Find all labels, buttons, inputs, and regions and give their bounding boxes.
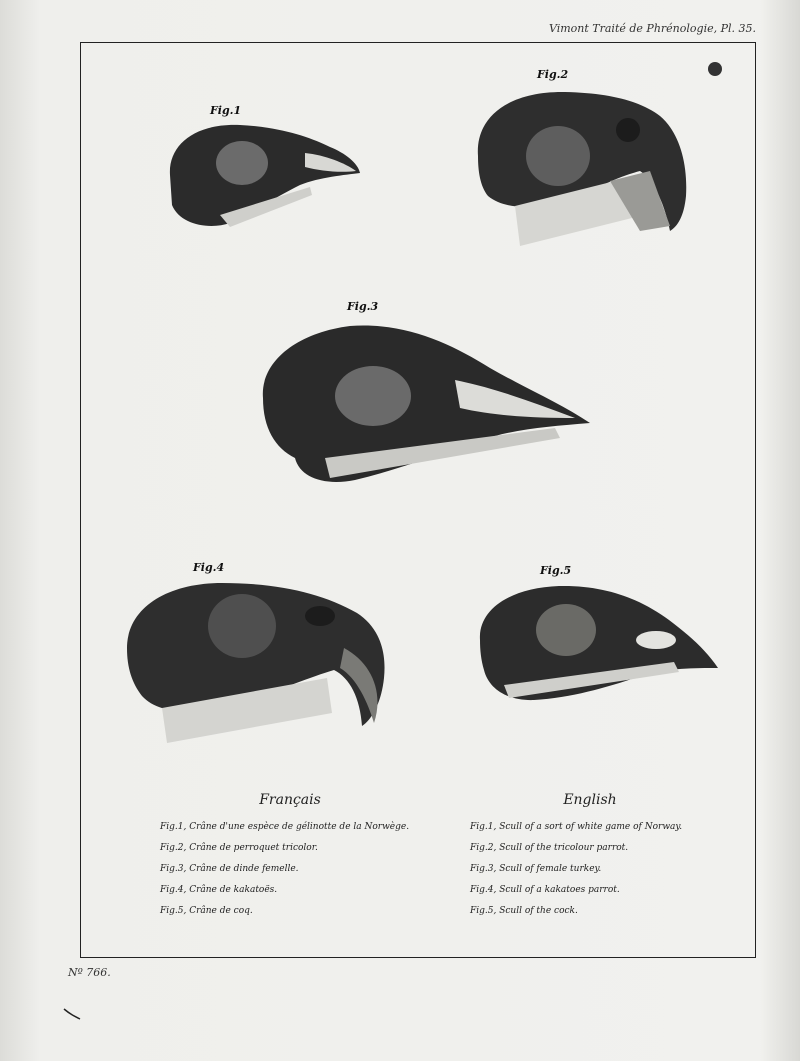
english-caption-fig-1: Fig.1, Scull of a sort of white game of Norway. — [470, 822, 683, 832]
english-heading: English — [563, 792, 617, 808]
fig-2-label: Fig.2 — [537, 68, 569, 81]
english-caption-fig-3: Fig.3, Scull of female turkey. — [470, 864, 602, 874]
french-captions — [160, 792, 420, 927]
english-caption-fig-5: Fig.5, Scull of the cock. — [470, 906, 578, 916]
fig-4-skull-illustration — [122, 578, 394, 750]
english-caption-fig-2: Fig.2, Scull of the tricolour parrot. — [470, 843, 629, 853]
fig-2-skull-illustration — [470, 86, 695, 256]
fig-5-label: Fig.5 — [540, 564, 572, 577]
french-caption-fig-4: Fig.4, Crâne de kakatoës. — [160, 885, 278, 895]
fig-5-skull-illustration — [474, 580, 722, 706]
fig-3-skull-illustration — [255, 318, 595, 490]
plate-number: Nº 766. — [68, 966, 111, 979]
english-captions — [470, 792, 710, 927]
french-caption-fig-1: Fig.1, Crâne d'une espèce de gélinotte de la Norwège. — [160, 822, 410, 832]
french-heading: Français — [259, 792, 321, 808]
fig-1-skull-illustration — [160, 115, 365, 235]
french-caption-fig-5: Fig.5, Crâne de coq. — [160, 906, 253, 916]
fig-1-label: Fig.1 — [210, 104, 242, 117]
french-caption-fig-2: Fig.2, Crâne de perroquet tricolor. — [160, 843, 318, 853]
pencil-mark — [62, 1006, 82, 1022]
fig-3-label: Fig.3 — [347, 300, 379, 313]
fig-4-label: Fig.4 — [193, 561, 225, 574]
english-caption-fig-4: Fig.4, Scull of a kakatoes parrot. — [470, 885, 620, 895]
french-caption-fig-3: Fig.3, Crâne de dinde femelle. — [160, 864, 299, 874]
running-head: Vimont Traité de Phrénologie, Pl. 35. — [548, 22, 756, 35]
